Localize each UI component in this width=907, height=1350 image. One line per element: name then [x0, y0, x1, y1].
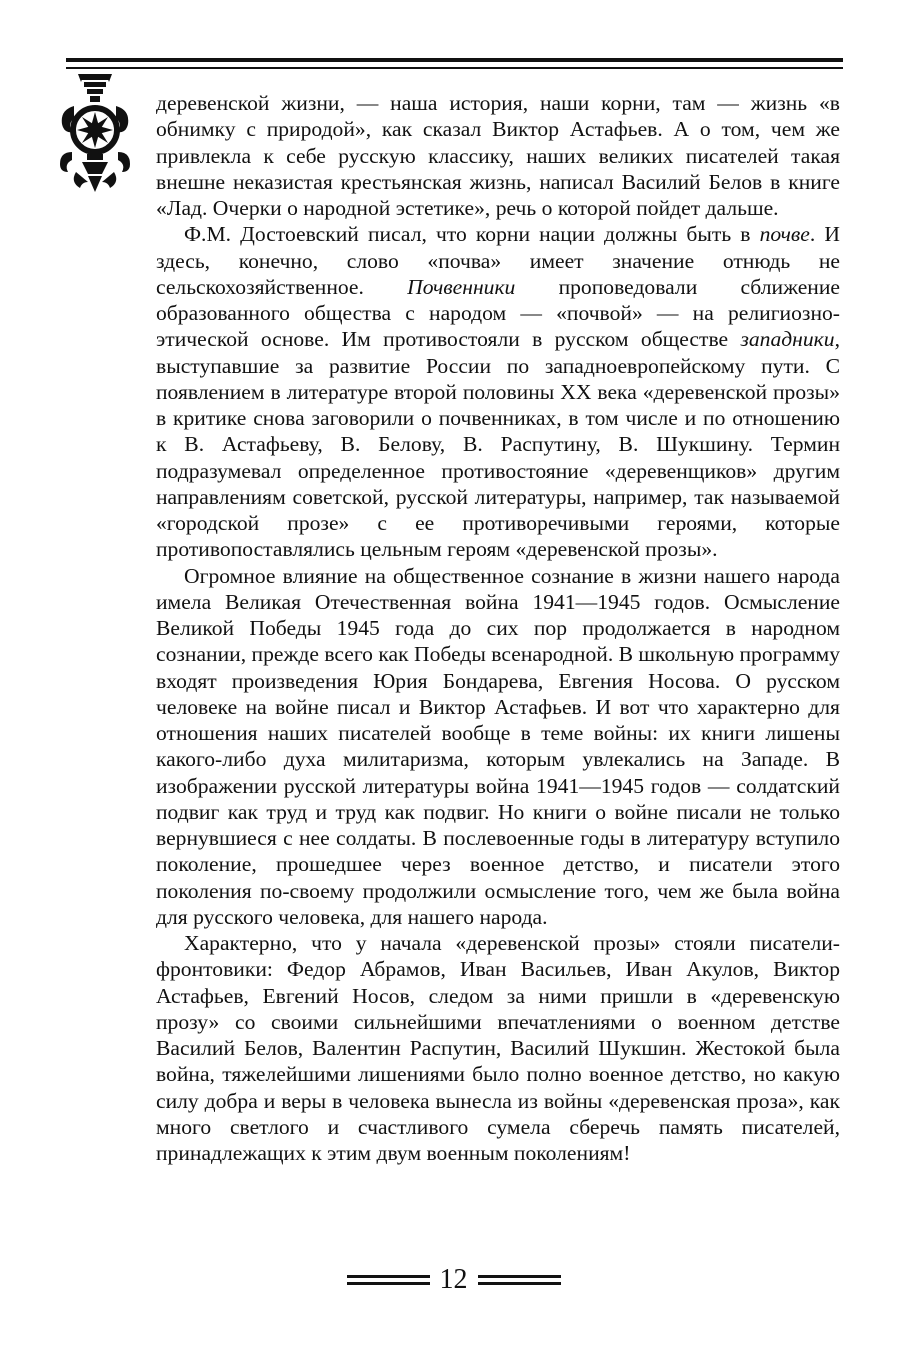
- text-run: . И здесь, конечно, слово «почва» имеет значение отнюдь не сельскохозяйственное.: [156, 222, 840, 299]
- italic-term: Почвенники: [407, 274, 516, 299]
- body-text: [156, 90, 840, 1166]
- folk-ornament-icon: [54, 72, 136, 194]
- page-footer: [0, 1263, 907, 1297]
- text-run: деревенской жизни, — наша история, наши корни, там — жизнь «в обнимку с природой», как сказал Виктор Астафьев. А о том, чем же привлекла к себе русскую классику, наших великих писателей такая внешне неказистая крестьянская жизнь, написал Василий Белов в книге «Лад. Очерки о народной эстетике», речь о которой пойдет дальше.: [156, 91, 840, 220]
- footer-rule-left: [347, 1273, 430, 1287]
- paragraph: [156, 930, 840, 1166]
- header-rule-thick: [66, 58, 843, 62]
- page-number: 12: [439, 1264, 468, 1295]
- text-run: Ф.М. Достоевский писал, что корни нации должны быть в: [184, 222, 760, 247]
- paragraph: [156, 90, 840, 221]
- text-run: проповедовали сближение образованного общества с народом — «почвой» — на религиозно-этической основе. Им противостояли в русском обществе: [156, 274, 841, 352]
- text-run: , выступавшие за развитие России по западноевропейскому пути. С появлением в литературе второй половины XX века «деревенской прозы» в критике снова заговорили о почвенниках, в том числе и по отношению к В. Астафьеву, В. Белову, В. Распутину, В. Шукшину. Термин подразумевал определенное противостояние «деревенщиков» другим направлениям советской, русской литературы, например, так называемой «городской прозе» с ее противоречивыми героями, которые противопоставлялись цельным героям «деревенской прозы».: [156, 327, 840, 562]
- italic-term: почве: [759, 222, 810, 247]
- text-run: Характерно, что у начала «деревенской прозы» стояли писатели-фронтовики: Федор Абрамов, Иван Васильев, Иван Акулов, Виктор Астафьев, Евгений Носов, следом за ними пришли в «деревенскую прозу» со своими сильнейшими впечатлениями о военном детстве Василий Белов, Валентин Распутин, Василий Шукшин. Жестокой была война, тяжелейшими лишениями было полно военное детство, но какую силу добра и веры в человека вынесла из войны «деревенская проза», как много светлого и счастливого сумела сберечь память писателей, принадлежащих к этим двум военным поколениям!: [156, 931, 840, 1165]
- paragraph: [156, 221, 840, 562]
- footer-rule-right: [478, 1273, 561, 1287]
- text-run: Огромное влияние на общественное сознание в жизни нашего народа имела Великая Отечественная война 1941—1945 годов. Осмысление Великой Победы 1945 года до сих пор продолжается в народном сознании, прежде всего как Победы всенародной. В школьную программу входят произведения Юрия Бондарева, Евгения Носова. О русском человеке на войне писал и Виктор Астафьев. И вот что характерно для отношения наших писателей вообще в теме войны: их книги лишены какого-либо духа милитаризма, которым увлекались на Западе. В изображении русской литературы война 1941—1945 годов — солдатский подвиг как труд и труд как подвиг. Но книги о войне писали не только вернувшиеся с нее солдаты. В послевоенные годы в литературу вступило поколение, прошедшее через военное детство, и писатели этого поколения по-своему продолжили осмысление того, чем же была война для русского человека, для нашего народа.: [156, 563, 840, 929]
- header-rule-thin: [66, 67, 843, 69]
- paragraph: [156, 563, 840, 931]
- italic-term: западники: [740, 327, 835, 352]
